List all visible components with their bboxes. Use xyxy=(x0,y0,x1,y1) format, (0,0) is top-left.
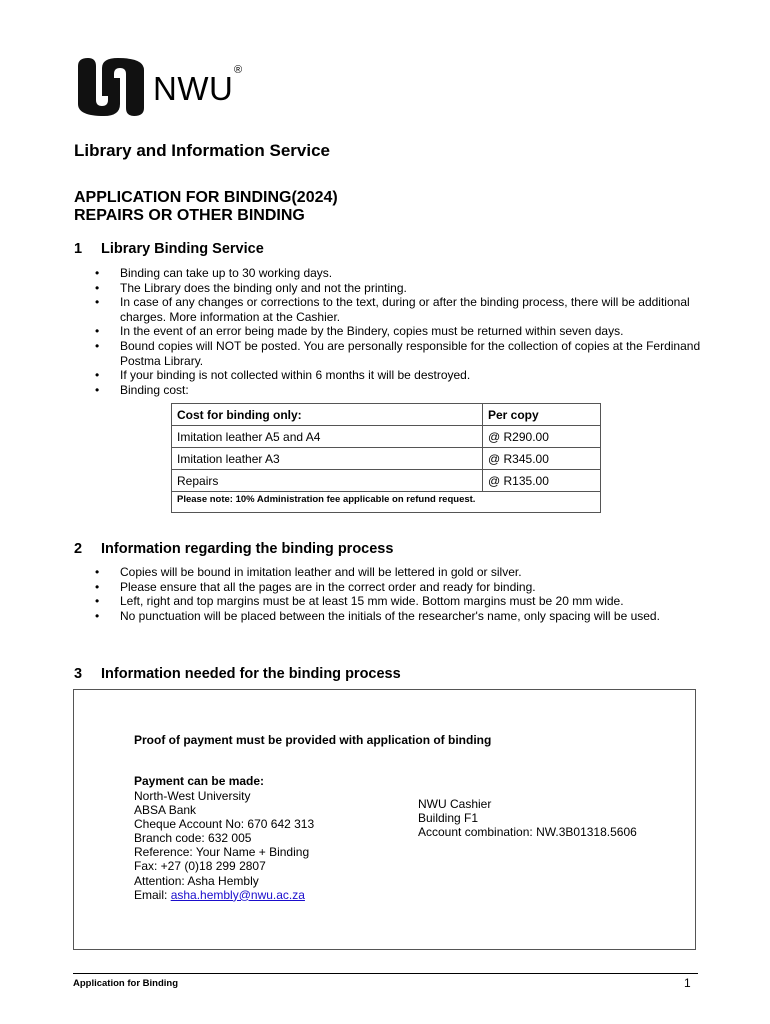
list-item: • In case of any changes or corrections to the text, during or after the binding process, there will be additional charges. More information at the Cashier. xyxy=(95,295,705,324)
section3-title: Information needed for the binding process xyxy=(101,666,401,682)
bank-detail-line: North-West University xyxy=(134,789,251,803)
bank-detail-line: Attention: Asha Hembly xyxy=(134,873,259,888)
table-row xyxy=(172,470,601,492)
email-link[interactable]: asha.hembly@nwu.ac.za xyxy=(170,887,305,902)
table-header-cell: Cost for binding only: xyxy=(172,404,483,426)
table-cell: @ R345.00 xyxy=(483,448,601,470)
cashier-line: NWU Cashier xyxy=(418,797,492,811)
table-cell: Repairs xyxy=(172,470,483,492)
bank-details xyxy=(134,789,314,902)
list-item: • The Library does the binding only and not the printing. xyxy=(95,281,705,296)
list-item: • In the event of an error being made by the Bindery, copies must be returned within seven days. xyxy=(95,324,705,339)
page-number: 1 xyxy=(684,976,691,990)
cashier-line: Account combination: NW.3B01318.5606 xyxy=(418,825,637,839)
table-header-row xyxy=(172,404,601,426)
registered-mark: ® xyxy=(234,64,243,76)
bank-detail-line: Cheque Account No: 670 642 313 xyxy=(134,817,315,832)
cashier-details xyxy=(418,797,637,839)
section2-number: 2 xyxy=(74,541,83,557)
section3-number: 3 xyxy=(74,666,83,682)
list-item: • Binding cost: xyxy=(95,383,705,398)
table-row xyxy=(172,426,601,448)
refund-fee-note: Please note: 10% Administration fee applicable on refund request. xyxy=(172,492,601,513)
document-title-line1: APPLICATION FOR BINDING(2024) xyxy=(74,189,338,206)
list-item: • Left, right and top margins must be at least 15 mm wide. Bottom margins must be 20 mm wide. xyxy=(95,594,705,609)
section1-bullet-list xyxy=(95,266,705,397)
bank-detail-line: Reference: Your Name + Binding xyxy=(134,845,310,860)
table-header-cell: Per copy xyxy=(483,404,601,426)
cashier-line: Building F1 xyxy=(418,811,479,825)
table-cell: @ R290.00 xyxy=(483,426,601,448)
binding-cost-table xyxy=(171,403,601,513)
logo-wordmark: NWU xyxy=(153,70,234,107)
payment-heading: Payment can be made: xyxy=(134,774,265,788)
document-title-line2: REPAIRS OR OTHER BINDING xyxy=(74,207,305,224)
table-cell: @ R135.00 xyxy=(483,470,601,492)
table-cell: Imitation leather A5 and A4 xyxy=(172,426,483,448)
section1-title: Library Binding Service xyxy=(101,241,264,257)
service-heading: Library and Information Service xyxy=(74,141,331,160)
proof-of-payment-notice: Proof of payment must be provided with application of binding xyxy=(134,733,492,747)
list-item: • If your binding is not collected within 6 months it will be destroyed. xyxy=(95,368,705,383)
list-item: • Copies will be bound in imitation leather and will be lettered in gold or silver. xyxy=(95,565,705,580)
email-label: Email: xyxy=(134,887,171,902)
list-item: • Please ensure that all the pages are in the correct order and ready for binding. xyxy=(95,580,705,595)
footer-document-name: Application for Binding xyxy=(73,978,179,989)
list-item: • Bound copies will NOT be posted. You are personally responsible for the collection of copies at the Ferdinand Postma Library. xyxy=(95,339,705,368)
footer-divider xyxy=(73,973,698,974)
table-row xyxy=(172,448,601,470)
bank-detail-line: Branch code: 632 005 xyxy=(134,831,252,846)
section1-number: 1 xyxy=(74,241,83,257)
section2-title: Information regarding the binding process xyxy=(101,541,394,557)
table-cell: Imitation leather A3 xyxy=(172,448,483,470)
table-note-row xyxy=(172,492,601,513)
list-item: • No punctuation will be placed between the initials of the researcher's name, only spacing will be used. xyxy=(95,609,705,624)
bank-detail-line: Fax: +27 (0)18 299 2807 xyxy=(134,859,266,874)
list-item: • Binding can take up to 30 working days. xyxy=(95,266,705,281)
email-line xyxy=(134,888,314,902)
bank-detail-line: ABSA Bank xyxy=(134,803,197,818)
section2-bullet-list xyxy=(95,565,705,623)
